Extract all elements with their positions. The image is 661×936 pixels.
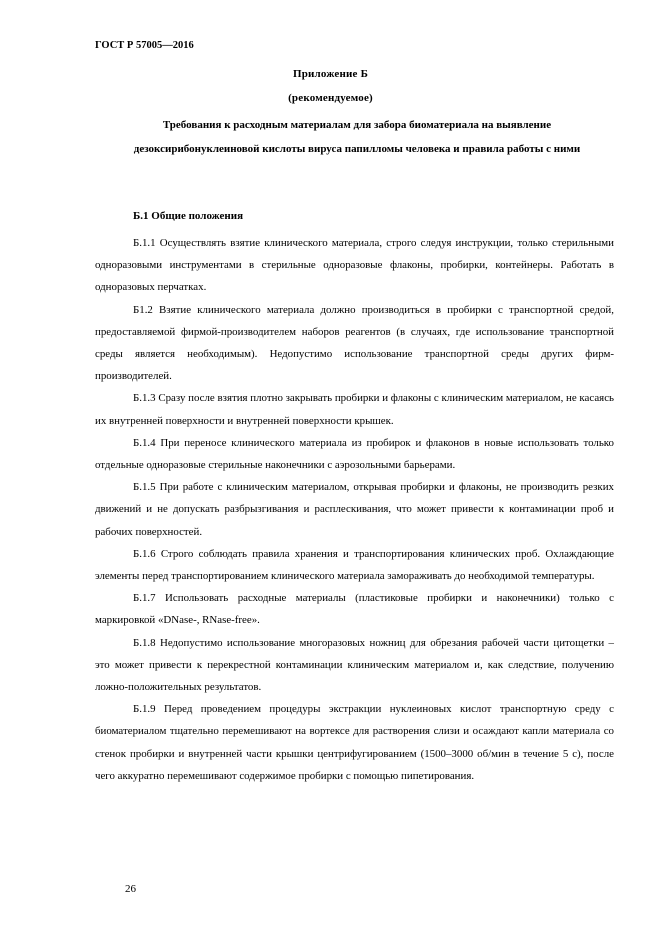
- paragraph-b-1-6: Б.1.6 Строго соблюдать правила хранения и транспортирования клинических проб. Охлаждающие элементы перед транспортированием клинического материала замораживать до необходимой температуры.: [95, 547, 614, 583]
- paragraph-b-1-8: Б.1.8 Недопустимо использование многоразовых ножниц для обрезания рабочей части цитощетки – это может привести к перекрестной контаминации клиническим материалом и, как следствие, получению ложно-положительных результатов.: [95, 636, 614, 694]
- paragraph-b-1-2: Б1.2 Взятие клинического материала должно производиться в пробирки с транспортной средой, предоставляемой фирмой-производителем наборов реагентов (в случаях, где использование транспортной среды является необходимым). Недопустимо использование транспортной среды других фирм-производителей.: [95, 303, 614, 383]
- section-body: [95, 232, 614, 787]
- appendix-subtitle: (рекомендуемое): [288, 92, 373, 104]
- appendix-title: Приложение Б: [292, 68, 369, 80]
- page-number: 26: [125, 883, 136, 895]
- paragraph-b-1-9: Б.1.9 Перед проведением процедуры экстракции нуклеиновых кислот транспортную среду с биоматериалом тщательно перемешивают на вортексе для растворения слизи и осаждают капли материала со стенок пробирки и внутренней части крышки центрифугированием (1500–3000 об/мин в течение 5 с), после чего аккуратно перемешивают содержимое пробирки с помощью пипетирования.: [95, 703, 614, 782]
- paragraph-b-1-7: Б.1.7 Использовать расходные материалы (пластиковые пробирки и наконечники) только с маркировкой «DNase-, RNase-free».: [95, 592, 614, 627]
- section-heading: Б.1 Общие положения: [133, 210, 244, 222]
- appendix-requirements-title: Требования к расходным материалам для забора биоматериала на выявление дезоксирибонуклеиновой кислоты вируса папилломы человека и правила работы с ними: [133, 119, 581, 155]
- document-code-header: ГОСТ Р 57005—2016: [95, 40, 194, 51]
- paragraph-b-1-4: Б.1.4 При переносе клинического материала из пробирок и флаконов в новые использовать только отдельные одноразовые стерильные наконечники с аэрозольными барьерами.: [95, 436, 614, 472]
- paragraph-b-1-5: Б.1.5 При работе с клиническим материалом, открывая пробирки и флаконы, не производить резких движений и не допускать разбрызгивания и расплескивания, что может привести к контаминации проб и рабочих поверхностей.: [95, 481, 614, 538]
- paragraph-b-1-1: Б.1.1 Осуществлять взятие клинического материала, строго следуя инструкции, только стерильными одноразовыми инструментами в стерильные одноразовые флаконы, пробирки, контейнеры. Работать в одноразовых перчатках.: [95, 237, 614, 294]
- paragraph-b-1-3: Б.1.3 Сразу после взятия плотно закрывать пробирки и флаконы с клиническим материалом, не касаясь их внутренней поверхности и внутренней поверхности крышек.: [95, 392, 614, 427]
